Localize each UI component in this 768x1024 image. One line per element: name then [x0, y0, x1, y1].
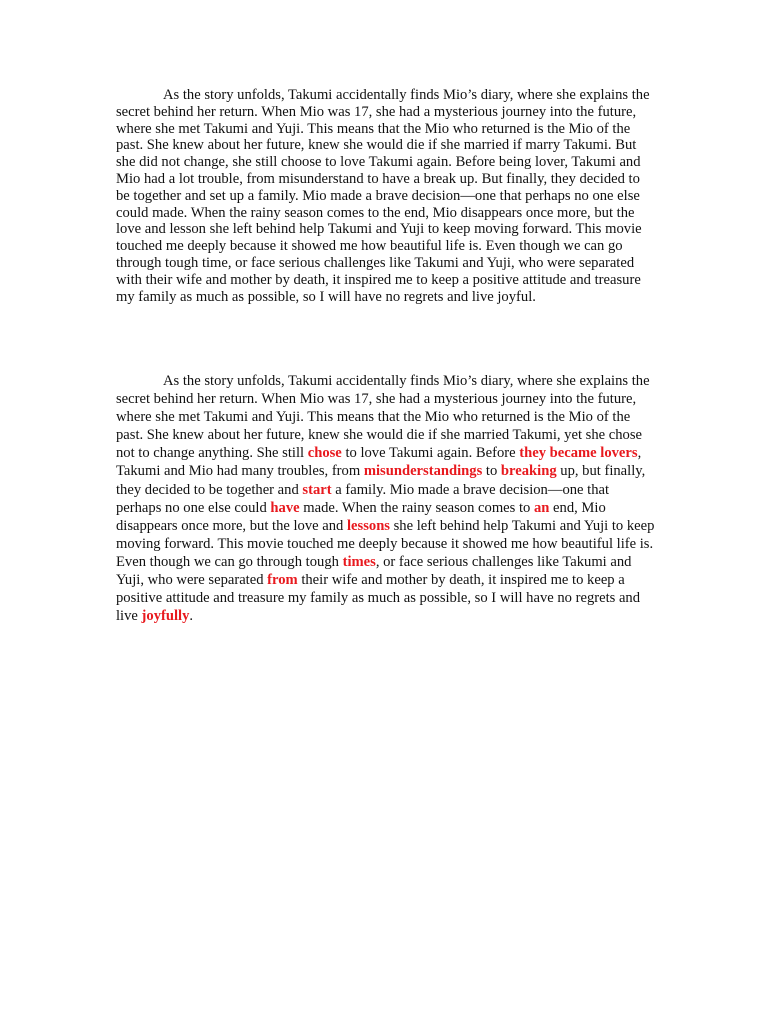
revised-text-segment: she left behind help Takumi and Yuji to keep moving forward. This movie touched me deeply because it showed me how beautiful life is. Even though we can go through tough — [116, 517, 655, 570]
revised-text-segment: made. When the rainy season comes to — [299, 499, 534, 516]
original-paragraph: As the story unfolds, Takumi accidentally finds Mio’s diary, where she explains the secret behind her return. When Mio was 17, she had a mysterious journey into the future, where she met Takumi and Yuji. This means that the Mio who returned is the Mio of the past. She knew about her future, knew she would die if she married if marry Takumi. But she did not change, she still choose to love Takumi again. Before being lover, Takumi and Mio had a lot trouble, from misunderstand to have a break up. But finally, they decided to be together and set up a family. Mio made a brave decision—one that perhaps no one else could made. When the rainy season comes to the end, Mio disappears once more, but the love and lesson she left behind help Takumi and Yuji to keep moving forward. This movie touched me deeply because it showed me how beautiful life is. Even though we can go through tough time, or face serious challenges like Takumi and Yuji, who were separated with their wife and mother by death, it inspired me to keep a positive attitude and treasure my family as much as possible, so I will have no regrets and live joyful. — [116, 87, 650, 305]
correction-misunderstandings: misunderstandings — [363, 463, 483, 480]
correction-have: have — [270, 499, 300, 516]
correction-joyfully: joyfully — [141, 608, 190, 625]
revised-text-segment: end, Mio disappears once more, but the love and — [116, 499, 606, 534]
revised-text-segment: . — [189, 608, 194, 625]
correction-from: from — [267, 572, 298, 589]
correction-an: an — [533, 499, 550, 516]
correction-chose: chose — [307, 445, 342, 462]
revised-text-segment: their wife and mother by death, it inspired me to keep a positive attitude and treasure my family as much as possible, so I will have no regrets and live — [116, 572, 641, 625]
revised-paragraph — [116, 372, 656, 625]
revised-text-segment: to love Takumi again. Before — [341, 445, 520, 462]
revised-text-segment: to — [482, 463, 501, 480]
correction-times: times — [342, 553, 376, 570]
correction-they-became-lovers: they became lovers — [519, 445, 638, 462]
revised-text-segment: , or face serious challenges like Takumi and Yuji, who were separated — [116, 553, 632, 589]
revised-text-segment: As the story unfolds, Takumi accidentally finds Mio’s diary, where she explains the secret behind her return. When Mio was 17, she had a mysterious journey into the future, where she met Takumi and Yuji. This means that the Mio who returned is the Mio of the past. She knew about her future, knew she would die if she married Takumi, yet she chose not to change anything. She still — [116, 373, 650, 462]
correction-start: start — [302, 481, 332, 498]
correction-breaking: breaking — [500, 463, 557, 480]
correction-lessons: lessons — [347, 517, 390, 534]
revised-text-segment: , Takumi and Mio had many troubles, from — [116, 445, 642, 480]
revised-text-segment: a family. Mio made a brave decision—one that perhaps no one else could — [116, 481, 610, 516]
revised-text-segment: up, but finally, they decided to be together and — [116, 463, 646, 498]
